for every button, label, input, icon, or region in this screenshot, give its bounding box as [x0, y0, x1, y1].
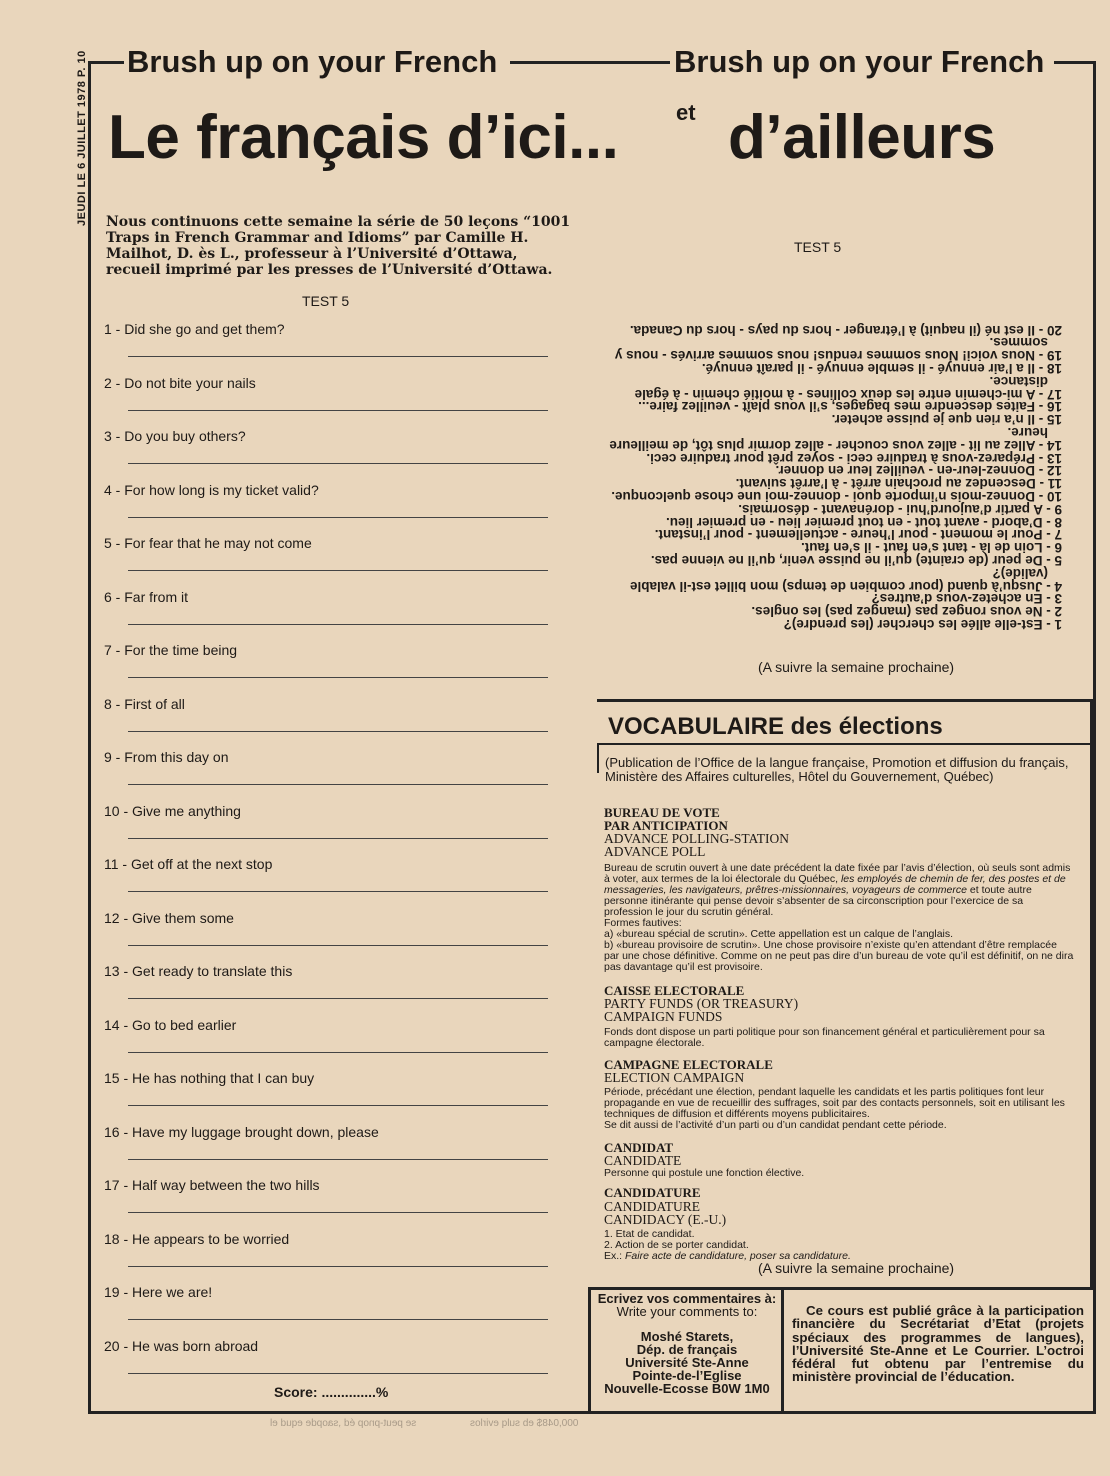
banner-left: Brush up on your French [127, 44, 498, 79]
entry-candidat-definition: Personne qui postule une fonction élective. [604, 1167, 805, 1179]
answer-blank-3[interactable] [128, 463, 548, 464]
answer-blank-8[interactable] [128, 731, 548, 732]
answer-blank-20[interactable] [128, 1373, 548, 1374]
answer-blank-15[interactable] [128, 1105, 548, 1106]
answer-line-5: (valide)? [992, 565, 1048, 581]
entry-campagne-translations: ELECTION CAMPAIGN [604, 1070, 745, 1085]
question-5: 5 - For fear that he may not come [104, 535, 312, 551]
entry-bureau-heading: BUREAU DE VOTE PAR ANTICIPATION [604, 805, 728, 833]
answer-line-22: 19 - Nous voici! Nous sommes rendus! nous sommes arrivés - nous y [614, 348, 1062, 364]
answer-blank-14[interactable] [128, 1052, 548, 1053]
test-left-title: TEST 5 [302, 293, 350, 309]
answer-line-3: 3 - En achetez-vous d’autres? [871, 591, 1062, 607]
entry-candidature-translations: CANDIDATURE CANDIDACY (E.-U.) [604, 1199, 727, 1227]
answer-blank-17[interactable] [128, 1212, 548, 1213]
answer-line-10: 9 - A partir d’aujourd’hui - dorénavant - désormais. [738, 501, 1062, 517]
answer-line-7: 6 - Loin de là - tant s’en faut - il s’en faut. [800, 540, 1062, 556]
entry-caisse-heading: CAISSE ELECTORALE [604, 983, 745, 998]
comments-left-rule [588, 1287, 591, 1412]
answer-line-4: 4 - Jusqu’à quand (pour combien de temps) mon billet est-il valable [629, 578, 1062, 594]
question-19: 19 - Here we are! [104, 1284, 213, 1300]
boxes-top-rule [588, 1287, 1093, 1290]
question-20: 20 - He was born abroad [104, 1337, 259, 1354]
answer-line-15: 14 - Allez au lit - allez vous coucher - allez dormir plus tôt, de meilleure [609, 437, 1062, 453]
answer-line-14: 13 - Préparez-vous à traduire ceci - soyez prêt pour traduire ceci. [646, 450, 1062, 466]
question-15: 15 - He has nothing that I can buy [104, 1070, 315, 1086]
vocab-top-rule [597, 699, 1096, 702]
vocab-publication: (Publication de l’Office de la langue française, Promotion et diffusion du français, Ministère des Affaires culturelles, Hôtel du Gouvernement, Québec) [605, 755, 1069, 784]
vocab-right-rule [1090, 699, 1093, 1287]
question-13: 13 - Get ready to translate this [104, 963, 293, 979]
answer-line-13: 12 - Donnez-leur-en - veuillez leur en donner. [775, 463, 1062, 479]
banner-rule-right [1054, 61, 1096, 64]
answer-blank-13[interactable] [128, 998, 548, 999]
entry-campagne-heading: CAMPAGNE ELECTORALE [604, 1057, 773, 1072]
entry-candidat-heading: CANDIDAT [604, 1140, 674, 1155]
title-et: et [676, 100, 696, 125]
comments-box: Ecrivez vos commentaires à: Write your comments to: Moshé Starets, Dép. de français Université Ste-Anne Pointe-de-l’Eglise Nouvelle-Ecosse B0W 1M0 [597, 1291, 777, 1396]
vocab-title: VOCABULAIRE des élections [608, 713, 943, 740]
question-10: 10 - Give me anything [104, 802, 241, 819]
answer-blank-5[interactable] [128, 570, 548, 571]
entry-candidature-heading: CANDIDATURE [604, 1185, 701, 1200]
answer-blank-7[interactable] [128, 677, 548, 678]
answer-line-16: heure. [1007, 425, 1048, 441]
answer-blank-6[interactable] [128, 624, 548, 625]
question-3: 3 - Do you buy others? [104, 428, 246, 444]
intro-paragraph: Nous continuons cette semaine la série de 50 leçons “1001 Traps in French Grammar and Idioms” par Camille H. Mailhot, D. ès L., professeur à l’Université d’Ottawa, recueil imprimé par les presses de l’Université d’Ottawa. [106, 214, 571, 278]
answer-blank-4[interactable] [128, 517, 548, 518]
credit-box: Ce cours est publié grâce à la participation financière du Secrétariat d’Etat (projets spéciaux des programmes de langues), l’Université Ste-Anne et Le Courrier. L’octroi fédéral fut obtenu par l’entremise du ministère provincial de l’éducation. [792, 1303, 1084, 1385]
question-18: 18 - He appears to be worried [104, 1230, 290, 1247]
answer-list-upside-down [600, 290, 1062, 630]
question-12: 12 - Give them some [104, 909, 234, 926]
answer-blank-2[interactable] [128, 410, 548, 411]
answer-blank-11[interactable] [128, 891, 548, 892]
test-to-follow: (A suivre la semaine prochaine) [758, 659, 955, 675]
entry-bureau-definition: Bureau de scrutin ouvert à une date précédent la date fixée par l’avis d’élection, où seuls sont admis à voter, aux termes de la loi électorale du Québec, les employés de chemin de fer, des postes et de messageries, les navigateurs, prêtres-missionnaires, voyageurs de commerce et toute autre personne itinérante qui pense devoir s’absenter de sa circonscription pour l’exercice de sa profession le jour du scrutin général. Formes fautives: a) «bureau spécial de scrutin». Cette appellation est un calque de l’anglais. b) «bureau provisoire de scrutin». Une chose provisoire n’existe qu’en attendant d’être remplacée par une chose définitive. Comme on ne peut pas dire d’un bureau de vote qu’il est définitif, on ne dira pas davantage qu’il est provisoire. [604, 862, 1074, 973]
answer-line-6: 5 - De peur (de crainte) qu’il ne puisse venir, qu’il ne vienne pas. [650, 553, 1062, 569]
title-part1: Le français d’ici... [108, 103, 619, 172]
test-right-title: TEST 5 [794, 239, 842, 255]
question-4: 4 - For how long is my ticket valid? [104, 481, 319, 498]
title-part2: d’ailleurs [728, 103, 996, 172]
entry-bureau-translations: ADVANCE POLLING-STATION ADVANCE POLL [604, 831, 790, 859]
banner-rule-left [88, 61, 124, 64]
bleed-through-2: 000,048$ eb sulq evirlos [470, 1418, 579, 1429]
banner-rule-middle [510, 61, 670, 64]
comments-right-rule [781, 1287, 784, 1412]
vocab-title-rule [597, 743, 1093, 745]
answer-line-18: 16 - Faites descendre mes bagages, s’il vous plaît - veuillez faire... [638, 399, 1062, 415]
answer-line-20: distance. [989, 373, 1048, 389]
question-8: 8 - First of all [104, 695, 185, 712]
answer-blank-18[interactable] [128, 1266, 548, 1267]
answer-blank-9[interactable] [128, 784, 548, 785]
question-7: 7 - For the time being [104, 642, 238, 658]
question-9: 9 - From this day on [104, 749, 229, 765]
question-16: 16 - Have my luggage brought down, please [104, 1123, 379, 1140]
question-6: 6 - Far from it [104, 588, 189, 605]
question-17: 17 - Half way between the two hills [104, 1177, 320, 1193]
entry-candidat-translations: CANDIDATE [604, 1153, 682, 1168]
vocab-to-follow: (A suivre la semaine prochaine) [758, 1260, 955, 1276]
score-line: Score: ..............% [274, 1384, 389, 1400]
vocab-left-tick [597, 743, 599, 773]
question-2: 2 - Do not bite your nails [104, 374, 256, 391]
entry-caisse-translations: PARTY FUNDS (OR TREASURY) CAMPAIGN FUNDS [604, 996, 799, 1024]
answer-line-19: 17 - A mi-chemin entre les deux collines - à moitié chemin - à égale [634, 386, 1062, 402]
entry-caisse-definition: Fonds dont dispose un parti politique pour son financement général et particulièrement pour sa campagne électorale. [604, 1026, 1045, 1049]
answer-line-17: 15 - Il n’a rien que je puisse acheter. [831, 412, 1062, 428]
answer-line-11: 10 - Donnez-mois n’importe quoi - donnez-moi une chose quelconque. [611, 489, 1062, 505]
answer-blank-1[interactable] [128, 356, 548, 357]
answer-blank-10[interactable] [128, 838, 548, 839]
answer-line-1: 1 - Est-elle allée les chercher (les prendre)? [783, 617, 1062, 632]
answer-blank-16[interactable] [128, 1159, 548, 1160]
answer-blank-12[interactable] [128, 945, 548, 946]
question-1: 1 - Did she go and get them? [104, 321, 285, 337]
answer-line-12: 11 - Descendez au prochain arrêt - à l’arrêt suivant. [735, 476, 1062, 492]
answer-line-24: 20 - Il est né (il naquit) à l’étranger - hors du pays - hors du Canada. [629, 322, 1062, 338]
banner-right: Brush up on your French [674, 44, 1045, 79]
side-date: JEUDI LE 6 JUILLET 1978 P. 10 [76, 50, 88, 226]
entry-campagne-definition: Période, précédant une élection, pendant laquelle les candidats et les partis politiques font leur propagande en vue de recueillir des suffrages, soit par des contacts personnels, soit en utilisant les techniques de diffusion et différents moyens publicitaires. Se dit aussi de l’activité d’un parti ou d’un candidat pendant cette période. [604, 1086, 1065, 1131]
answer-line-23: sommes. [989, 335, 1048, 351]
answer-line-9: 8 - D’abord - avant tout - en tout premier lieu - en premier lieu. [665, 514, 1062, 530]
answer-line-2: 2 - Ne vous rongez pas (mangez pas) les ongles. [751, 604, 1062, 620]
question-14: 14 - Go to bed earlier [104, 1016, 237, 1033]
entry-candidature-definition: 1. Etat de candidat. 2. Action de se porter candidat. Ex.: Faire acte de candidature, poser sa candidature. [604, 1228, 851, 1262]
answer-line-8: 7 - Pour le moment - pour l’heure - actuellement - pour l’instant. [654, 527, 1062, 543]
answer-blank-19[interactable] [128, 1319, 548, 1320]
question-11: 11 - Get off at the next stop [104, 856, 273, 872]
bleed-through-1: se peut-pnop éd ,saopde equd el [270, 1418, 417, 1429]
answer-line-21: 18 - Il a l’air ennuyé - il semble ennuyé - il paraît ennuyé. [701, 361, 1062, 377]
